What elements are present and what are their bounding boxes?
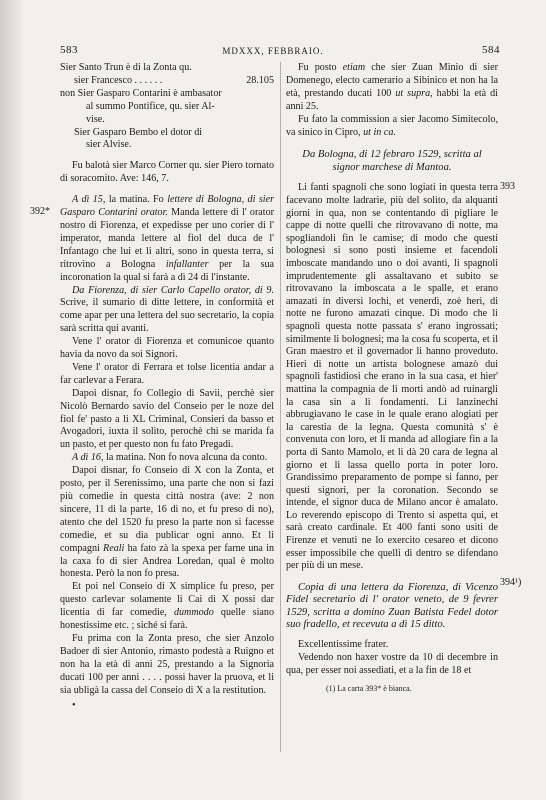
list-line: non Sier Gasparo Contarini è ambasator (60, 87, 222, 99)
date-label: A dì 16, (72, 452, 104, 464)
footnote: (1) La carta 393* è bianca. (326, 684, 412, 694)
list-line-text: sier Francesco . . . . . . (74, 74, 163, 86)
text-run: Dapoi disnar, fo Conseio di X con la Zonta, et posto, per il Serenissimo, una parte che non si fazi più comedie in questa città nostra (ave: 2 non sincere, 11 di la parte, 16 di no, et fu preso di no), atento che del 1520 fu preso la parte non si facesse comedie, et su dia publicar ogni anno. Et li compagni (60, 465, 274, 554)
paragraph-16-february (60, 452, 274, 465)
page-gutter-shadow (0, 0, 22, 800)
paragraph-conseio (60, 465, 274, 581)
text-run: Manda lettere di l' orator nostro di Fiorenza, et expedisse per uno corier di l' imperator, manda lettere al fiol del duca de l' Infantago che lui et li altri, sono in questa terra, si ritrovino a Bologna (60, 207, 275, 270)
italic-run: dummodo (173, 607, 214, 619)
text-run: quelle siano honestissime etc. ; siché si farà. (60, 607, 274, 632)
right-page-number: 584 (482, 44, 500, 56)
list-line: sier Alvise. (86, 139, 132, 151)
paragraph-fiorenza (60, 285, 274, 337)
margin-number-393: 393 (500, 181, 515, 192)
margin-number-392: 392* (30, 206, 50, 217)
text-run: la matina. Non fo nova alcuna da conto. (103, 452, 268, 464)
list-line: Sier Gasparo Bembo el dotor di (74, 126, 203, 138)
left-page-number: 583 (60, 44, 78, 56)
list-line: vise. (86, 113, 105, 125)
list-line (60, 75, 274, 88)
paragraph-minio (286, 62, 498, 114)
letter-heading-bologna: Da Bologna, di 12 febraro 1529, scritta al signor marchese di Mantoa. (302, 149, 482, 173)
date-label: A dì 15, (72, 194, 106, 206)
paragraph-orator-fiorenza: Vene l' orator di Fiorenza et comunicoe quanto havia da novo da soi Signori. (60, 336, 274, 361)
text-run: ha fato zà la spexa per farne una in la caxa fo di sier Andrea Loredan, qual è molto honesta. Però la non fo presa. (60, 542, 275, 580)
salutation: Excellentissime frater. (298, 639, 389, 651)
text-run: Fu posto (298, 62, 343, 73)
letter-heading-fiorenza: Copia di una lettera da Fiorenza, di Vicenzo Fidel secretario di l' orator veneto, de 9 fevrer 1529, scritta a domino Zuan Batista Fedel dotor suo fradello, et recevuta a dì 15 ditto. (286, 581, 498, 631)
paragraph-15-february (60, 194, 274, 284)
text-run: Fu fato la commission a sier Jacomo Simitecolo, va sinico in Cipro, (286, 113, 498, 138)
left-column (60, 62, 274, 712)
paragraph-badoer: Fu prima con la Zonta preso, che sier Anzolo Badoer di sier Antonio, rimasto podestà a Ruigno et non ha la età di anni 25, prestando a la Signoria ducati 100 per anni . . . . possi haver la pruova, et li sia ubligà la cassa del Conseio di X a la restitution. (60, 632, 274, 696)
ballot-paragraph: Fu balotà sier Marco Corner qu. sier Piero tornato di soracomito. Ave: 146, 7. (60, 160, 274, 185)
italic-run: etiam (342, 62, 366, 73)
italic-run: lettere di Bologna, di sier Gasparo Contarini orator. (60, 194, 275, 219)
italic-run: Reali (103, 542, 125, 554)
paragraph-comedie (60, 581, 274, 633)
ink-mark: • (72, 699, 76, 711)
text-run: che sier Zuan Minio di sier Domenego, electo camerario a Sibinico et non ha la età, prestando ducati 100 (286, 62, 498, 99)
italic-run: ut supra (395, 87, 431, 99)
column-divider (280, 62, 281, 752)
paragraph-collegio: Dapoi disnar, fo Collegio di Savii, perchè sier Nicolò Bernardo savio del Conseio per le noze del fiol fe' pasto a li XL Criminal, Consieri da basso et Avogadori, iuxta il solito, perochè chi se marida fa un pasto, et per questo non fu fato Pregadi. (60, 387, 274, 451)
text-run: , habbi la età di anni 25. (286, 87, 498, 112)
margin-number-394: 394¹) (500, 577, 522, 588)
running-header: MDXXX, FEBBRAIO. (222, 46, 324, 56)
paragraph-commission (286, 114, 498, 140)
letter-body-bologna: Li fanti spagnoli che sono logiati in questa terra facevano molte ladrarie, più del solito, da alquanti giorni in qua, non se contentando di pigliare le cappe di notte quelli che ritrovavano di notte, ma spogliandoli fin le camise; di modo che questi bolognesi si sono posti insieme et facendoli imboscate mandando uno o doi avanti, li spagnoli imprudentemente gli assaltavano et subito se ritrovavano la imboscata a le spalle, et erano amazati in diversi lochi, et venerdì, zoè heri, di notte ne furono amazati cinque. Di modo che li spagnoli questa notte passata s' erano ingrossati; similmente li bolognesi; ma la cosa fu scoperta, et il Gran maestro et il governador li hanno proveduto. Hieri di notte un artista bolognese amazò dui spagnoli fastidiosi che erano in la sua casa, et hier' mattina la compagnia de li morti andò ad ruinargli la casa sin a li fondamenti. Li lanzinechi abbrugiavano le case in le quale erano alogiati per la carestia de la legna. Questa comunità s' è convenuta con loro, et li manda ad allogiare fin a la porta di Santo Mamolo, et li dà 20 cara de legna al giorno et li lassa quello porta in poter loro. Grandissimo preparamento de pompe si fanno, per questi signori, per la coronation. Secondo se intende, el signor duca de Milano ancor è amalato. Lo reverendo episcopo di Trento si aspetta qui, et sarà creato cardinale. Et 400 fanti sono usiti de Firenze et venuti ne lo exercito cesareo et dicono esser impossibile che quelli di dentro se difendano per più di un mese. (286, 182, 498, 572)
vote-number: 28.105 (246, 74, 274, 86)
right-column (286, 62, 498, 694)
text-run: per la sua incoronation la qual si farà a dì 24 di l'instante. (60, 258, 274, 283)
text-run: Et poi nel Conseio di X simplice fu preso, per questo carlevar solamente li Cai di X possi dar licentia di far comedie, (60, 581, 274, 619)
text-run: Scrive, il sumario di ditte lettere, in conformità et come apar per una lettera del suo secretario, la copia sarà scritta qui avanti. (60, 297, 274, 335)
italic-run: infallanter (165, 258, 209, 270)
list-line: Sier Santo Trun è di la Zonta qu. (60, 62, 192, 73)
text-run: la matina. Fo (105, 194, 168, 206)
italic-run: ut in ca. (363, 126, 396, 138)
italic-run: Da Fiorenza, di sier Carlo Capello orator, di 9. (72, 284, 274, 296)
paragraph-orator-ferrara: Vene l' orator di Ferrara et tolse licentia andar a far carlevar a Ferara. (60, 361, 274, 386)
list-line: al summo Pontifice, qu. sier Al- (86, 100, 215, 112)
letter-opening: Vedendo non haxer vostre da 10 di decembre in qua, per esser noi assediati, et a la fin de 18 et (286, 652, 498, 677)
